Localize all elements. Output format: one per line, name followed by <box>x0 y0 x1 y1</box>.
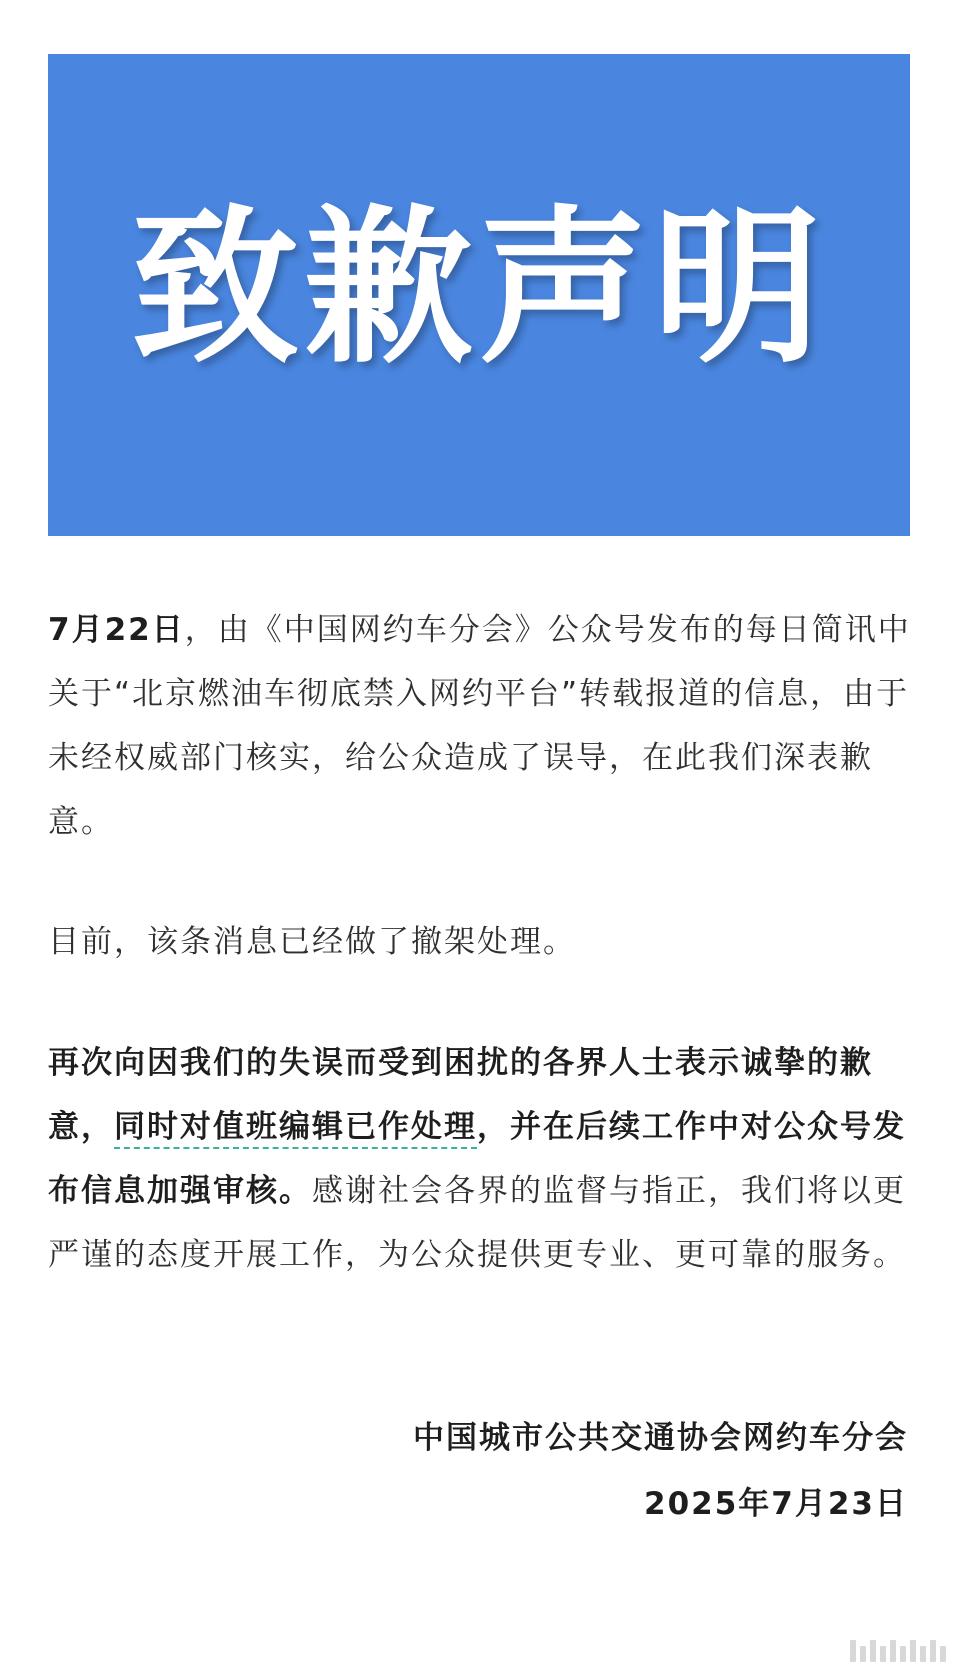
paragraph-text: 目前，该条消息已经做了撤架处理。 <box>48 924 576 960</box>
paragraph-text: 感谢社会各界的监督与指正，我们将以更严谨的态度开展工作，为公众提供更专业、更可靠的服务。 <box>48 1173 906 1273</box>
paragraph-text: ，由《中国网约车分会》公众号发布的每日简讯中关于“北京燃油车彻底禁入网约平台”转载报道的信息，由于未经权威部门核实，给公众造成了误导，在此我们深表歉意。 <box>48 612 911 840</box>
paragraph-removal-notice <box>48 910 914 974</box>
banner-title: 致歉声明 <box>131 190 827 386</box>
paragraph-bold-text: 再次向因我们的失误而受到困扰的各界人士表示诚挚的歉意， <box>48 1045 873 1145</box>
underlined-phrase: 同时对值班编辑已作处理 <box>114 1109 477 1145</box>
signature-organization: 中国城市公共交通协会网约车分会 <box>413 1420 908 1456</box>
paragraph-commitment <box>48 1031 914 1287</box>
watermark-icon <box>850 1640 946 1662</box>
paragraph-apology-details <box>48 598 914 854</box>
paragraph-bold-text: ，并在后续工作中对公众号发布信息加强审核。 <box>48 1109 906 1209</box>
title-banner <box>48 54 910 536</box>
paragraph-date: 7月22日 <box>48 612 185 648</box>
signature-date: 2025年7月23日 <box>644 1486 908 1522</box>
